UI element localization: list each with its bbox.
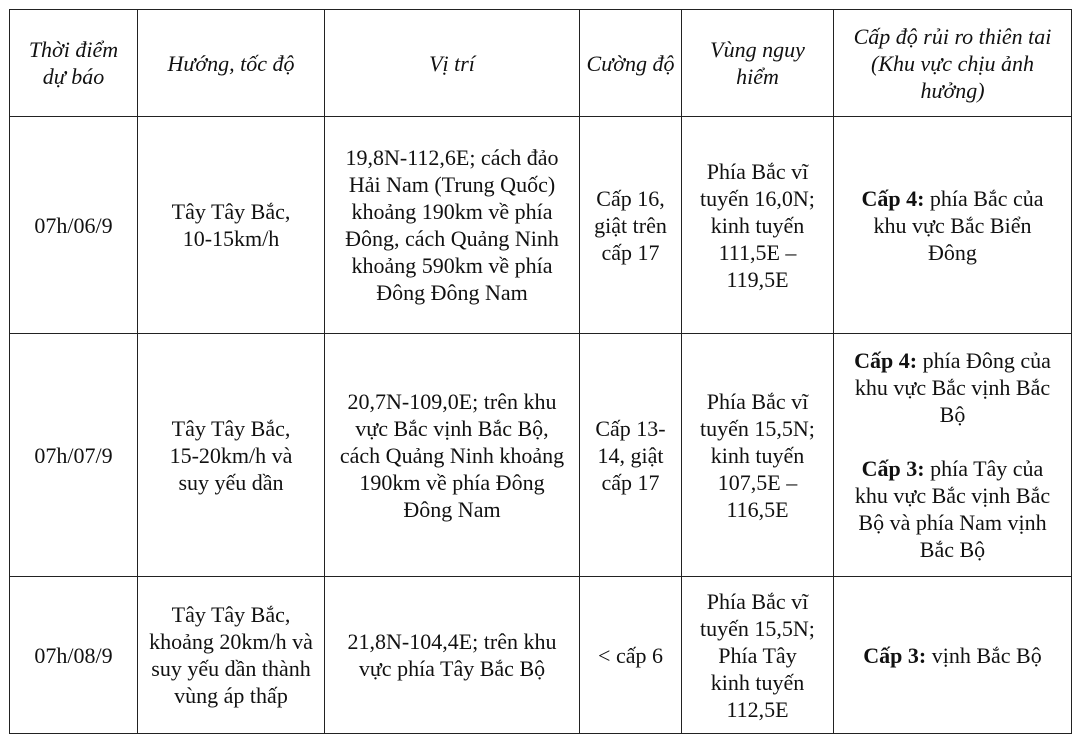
risk-entry <box>844 455 1061 563</box>
cell-position: 20,7N-109,0E; trên khu vực Bắc vịnh Bắc Bộ, cách Quảng Ninh khoảng 190km về phía Đông Đông Nam <box>325 334 580 577</box>
risk-area: phía Đông của khu vực Bắc vịnh Bắc Bộ <box>854 348 1051 427</box>
cell-danger-zone: Phía Bắc vĩ tuyến 15,5N; kinh tuyến 107,5E – 116,5E <box>682 334 834 577</box>
cell-intensity: < cấp 6 <box>580 577 682 734</box>
header-position: Vị trí <box>325 10 580 117</box>
risk-entry <box>840 642 1065 669</box>
risk-entry <box>844 347 1061 428</box>
risk-area: phía Tây của khu vực Bắc vịnh Bắc Bộ và phía Nam vịnh Bắc Bộ <box>854 456 1051 562</box>
cell-position: 21,8N-104,4E; trên khu vực phía Tây Bắc Bộ <box>325 577 580 734</box>
table-row <box>10 577 1072 734</box>
risk-level-label: Cấp 4: <box>854 348 918 373</box>
cell-risk-level <box>834 117 1072 334</box>
cell-risk-level <box>834 334 1072 577</box>
forecast-table <box>9 9 1072 734</box>
cell-danger-zone: Phía Bắc vĩ tuyến 15,5N; Phía Tây kinh tuyến 112,5E <box>682 577 834 734</box>
header-time: Thời điểm dự báo <box>10 10 138 117</box>
risk-level-label: Cấp 3: <box>861 456 925 481</box>
risk-entry <box>850 185 1055 266</box>
cell-intensity: Cấp 16, giật trên cấp 17 <box>580 117 682 334</box>
cell-position: 19,8N-112,6E; cách đảo Hải Nam (Trung Quốc) khoảng 190km về phía Đông, cách Quảng Ninh khoảng 590km về phía Đông Đông Nam <box>325 117 580 334</box>
cell-direction: Tây Tây Bắc, khoảng 20km/h và suy yếu dần thành vùng áp thấp <box>138 577 325 734</box>
risk-level-label: Cấp 3: <box>863 642 927 668</box>
header-direction: Hướng, tốc độ <box>138 10 325 117</box>
risk-area: vịnh Bắc Bộ <box>926 642 1042 668</box>
table-row <box>10 334 1072 577</box>
risk-area: phía Bắc của khu vực Bắc Biển Đông <box>873 185 1044 265</box>
header-danger-zone: Vùng nguy hiểm <box>682 10 834 117</box>
risk-level-label: Cấp 4: <box>861 185 925 211</box>
header-row <box>10 10 1072 117</box>
table-row <box>10 117 1072 334</box>
cell-direction: Tây Tây Bắc, 10-15km/h <box>138 117 325 334</box>
header-intensity: Cường độ <box>580 10 682 117</box>
cell-time: 07h/06/9 <box>10 117 138 334</box>
cell-time: 07h/07/9 <box>10 334 138 577</box>
cell-intensity: Cấp 13-14, giật cấp 17 <box>580 334 682 577</box>
cell-direction: Tây Tây Bắc, 15-20km/h và suy yếu dần <box>138 334 325 577</box>
header-risk-level: Cấp độ rủi ro thiên tai (Khu vực chịu ảnh hưởng) <box>834 10 1072 117</box>
cell-time: 07h/08/9 <box>10 577 138 734</box>
cell-risk-level <box>834 577 1072 734</box>
cell-danger-zone: Phía Bắc vĩ tuyến 16,0N; kinh tuyến 111,5E – 119,5E <box>682 117 834 334</box>
